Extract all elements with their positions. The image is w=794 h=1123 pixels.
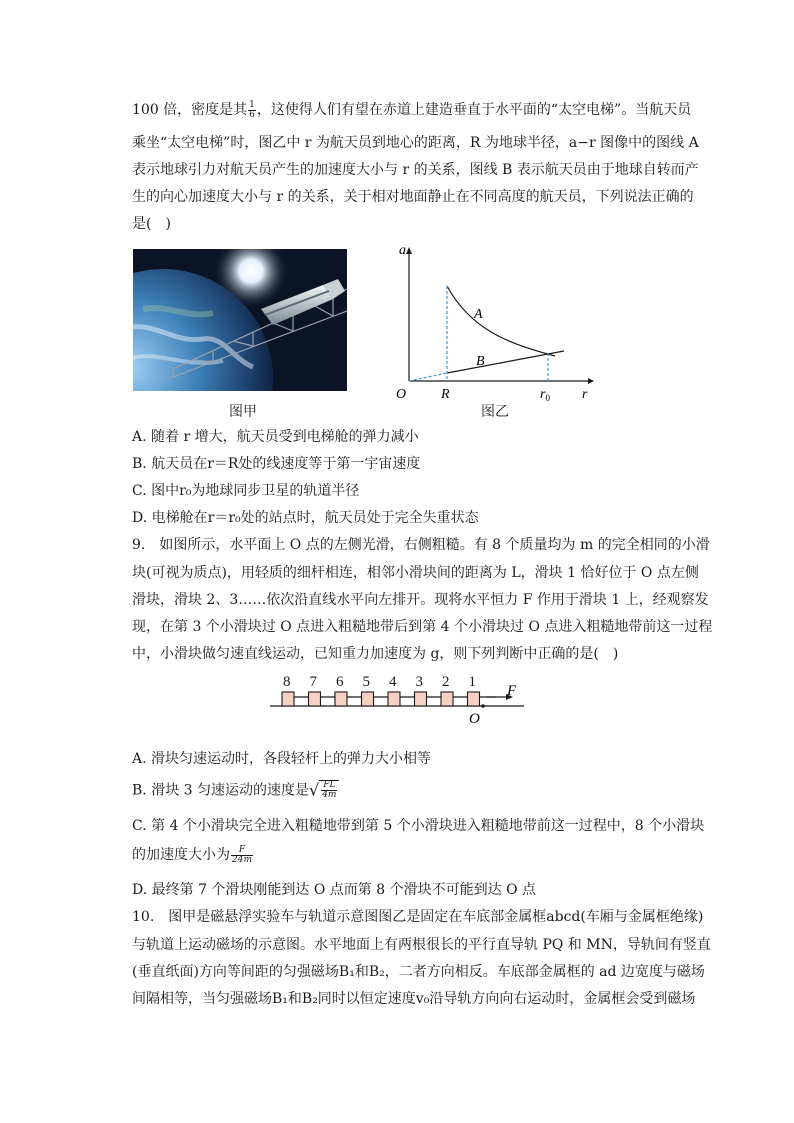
q8-stem-line-3: 表示地球引力对航天员产生的加速度大小与 r 的关系，图线 B 表示航天员由于地球自转而产 — [132, 162, 699, 178]
block-number-label: 6 — [336, 674, 344, 690]
tick-r0: $r_0$ — [540, 387, 550, 403]
q9-stem-line-3: 滑块，滑块 2、3……依次沿直线水平向左排开。现将水平恒力 F 作用于滑块 1 上，经观察发 — [132, 592, 709, 608]
slider-block — [309, 692, 321, 706]
slider-block — [441, 692, 453, 706]
sliding-blocks-diagram — [266, 668, 528, 732]
q9-stem-line-5: 中，小滑块做匀速直线运动，已知重力加速度为 g，则下列判断中正确的是( ) — [132, 646, 619, 662]
q10-stem-line-4: 间隔相等，当匀强磁场B₁和B₂同时以恒定速度v₀沿导轨方向向右运动时，金属框会受到磁场 — [132, 991, 696, 1007]
a-r-graph — [390, 238, 600, 407]
y-axis-label: a — [399, 243, 406, 258]
curve-b-dashed — [409, 373, 447, 381]
block-number-label: 1 — [468, 674, 476, 690]
q8-option-b: B. 航天员在r＝R处的线速度等于第一宇宙速度 — [132, 456, 421, 472]
space-elevator-photo — [133, 249, 347, 391]
slider-block — [388, 692, 400, 706]
curve-b-label: B — [476, 354, 485, 369]
q9-option-d: D. 最终第 7 个滑块刚能到达 O 点而第 8 个滑块不可能到达 O 点 — [132, 882, 536, 898]
q9-option-c-line-2: 的加速度大小为 $\frac{F}{24m}$ — [132, 844, 252, 865]
force-label: F — [507, 683, 517, 699]
q10-stem-line-1: 10. 图甲是磁悬浮实验车与轨道示意图图乙是固定在车底部金属框abcd(车厢与金属框绝缘) — [132, 909, 704, 925]
sqrt-expression: √ $\frac{FL}{4m}$ — [309, 780, 339, 801]
block-number-label: 5 — [362, 674, 370, 690]
fraction-f-over-24m: $\frac{F}{24m}$ — [232, 844, 252, 865]
slider-block — [362, 692, 374, 706]
block-number-label: 4 — [389, 674, 397, 690]
figure-a-caption: 图甲 — [229, 404, 257, 420]
q9-stem-line-4: 现，在第 3 个小滑块过 O 点进入粗糙地带后到第 4 个小滑块过 O 点进入粗糙地带前这一过程 — [132, 619, 713, 635]
x-axis-arrow — [588, 378, 594, 384]
q10-stem-line-2: 与轨道上运动磁场的示意图。水平地面上有两根很长的平行直导轨 PQ 和 MN，导轨间有竖直 — [132, 937, 711, 953]
q8-stem-line-5: 是( ) — [132, 216, 171, 232]
fraction-one-sixth: $\frac{1}{6}$ — [249, 99, 255, 120]
q8-option-c: C. 图中r₀为地球同步卫星的轨道半径 — [132, 483, 360, 499]
q8-option-d: D. 电梯舱在r＝r₀处的站点时，航天员处于完全失重状态 — [132, 510, 479, 526]
slider-block — [468, 692, 480, 706]
slider-block — [415, 692, 427, 706]
block-number-label: 7 — [309, 674, 317, 690]
curve-b — [447, 351, 564, 373]
q8-stem-text: ，这使得人们有望在赤道上建造垂直于水平面的“太空电梯”。当航天员 — [256, 102, 692, 118]
origin-point — [481, 704, 485, 708]
q8-option-a: A. 随着 r 增大，航天员受到电梯舱的弹力减小 — [132, 429, 419, 445]
tick-R: R — [441, 387, 450, 402]
block-number-label: 2 — [442, 674, 450, 690]
origin-label: O — [396, 387, 407, 402]
q10-stem-line-3: (垂直纸面)方向等间距的匀强磁场B₁和B₂，二者方向相反。车底部金属框的 ad 边宽度与磁场 — [132, 964, 705, 980]
curve-a — [447, 286, 555, 356]
q8-stem-line-4: 生的向心加速度大小与 r 的关系，关于相对地面静止在不同高度的航天员，下列说法正确的 — [132, 189, 694, 205]
slider-block — [282, 692, 294, 706]
q9-stem-line-2: 块(可视为质点)，用轻质的细杆相连，相邻小滑块间的距离为 L，滑块 1 恰好位于 O 点左侧 — [132, 565, 699, 581]
block-number-label: 3 — [415, 674, 423, 690]
curve-a-label: A — [474, 307, 483, 322]
block-number-label: 8 — [283, 674, 291, 690]
q9-stem-line-1: 9. 如图所示，水平面上 O 点的左侧光滑，右侧粗糙。有 8 个质量均为 m 的完全相同的小滑 — [132, 537, 710, 553]
q9-option-a: A. 滑块匀速运动时，各段轻杆上的弹力大小相等 — [132, 751, 432, 767]
q8-stem-line-2: 乘坐“太空电梯”时，图乙中 r 为航天员到地心的距离，R 为地球半径，a−r 图像中的图线 A — [132, 135, 699, 151]
x-axis-label: r — [582, 387, 588, 402]
slider-block — [335, 692, 347, 706]
q9-option-b: B. 滑块 3 匀速运动的速度是√ $\frac{FL}{4m}$ — [132, 780, 339, 801]
q9-option-c-line-1: C. 第 4 个小滑块完全进入粗糙地带到第 5 个小滑块进入粗糙地带前这一过程中，8 个小滑块 — [132, 818, 705, 834]
origin-o-label: O — [469, 711, 480, 727]
y-axis-arrow — [406, 247, 412, 254]
q8-stem-line-1 — [132, 100, 691, 120]
q8-stem-text: 100 倍，密度是其 — [132, 102, 248, 118]
figure-b-caption: 图乙 — [481, 404, 509, 420]
